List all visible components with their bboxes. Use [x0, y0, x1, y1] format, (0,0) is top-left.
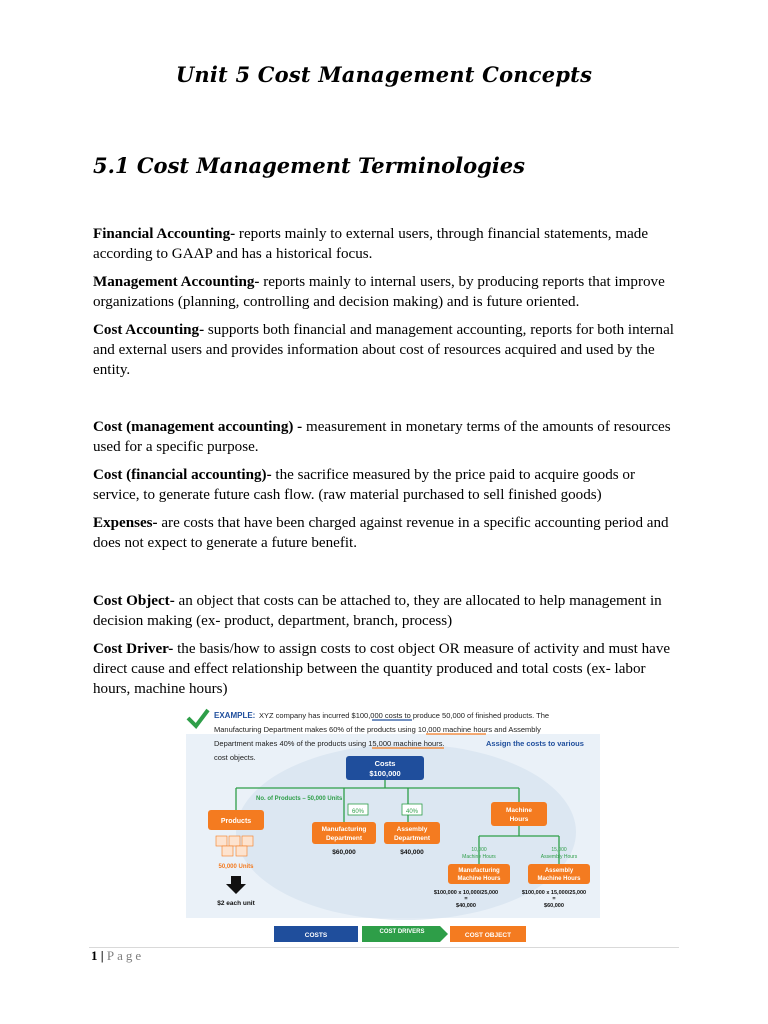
definition: reports mainly to internal users, by producing reports that improve organizations (planning, controlling and decision making) and is future oriented. — [93, 274, 665, 310]
example-label: EXAMPLE: — [214, 711, 256, 720]
page-footer — [91, 948, 144, 964]
term: Management Accounting- — [93, 274, 260, 290]
costs-box-amount: $100,000 — [369, 769, 401, 778]
paragraph-cost-management — [93, 417, 678, 457]
checkmark-icon — [188, 710, 208, 726]
calc-mfg-line-1: $100,000 x 10,000/25,000 — [433, 890, 499, 896]
asm-dept-line-2: Department — [393, 835, 431, 842]
paragraph-management-accounting — [93, 272, 678, 312]
example-line-5: cost objects. — [214, 753, 256, 762]
section-title: 5.1 Cost Management Terminologies — [93, 153, 525, 178]
units-line: No. of Products – 50,000 Units — [256, 796, 343, 802]
term: Cost (financial accounting)- — [93, 467, 272, 483]
definition: are costs that have been charged against revenue in a specific accounting period and does not expect to generate a future benefit. — [93, 515, 669, 551]
definition: reports mainly to external users, through financial statements, made according to GAAP and has a historical focus. — [93, 226, 649, 262]
legend-costs: COSTS — [304, 932, 328, 939]
mh-10k-line-1: 10,000 — [471, 847, 487, 853]
calc-asm-line-3: $60,000 — [544, 903, 564, 909]
example-line-1: XYZ company has incurred $100,000 costs to produce 50,000 of finished products. The — [259, 711, 550, 720]
asm-dept-line-1: Assembly — [396, 826, 428, 833]
legend-drivers: COST DRIVERS — [379, 929, 425, 935]
calc-mfg-line-3: $40,000 — [456, 903, 476, 909]
calc-asm-line-1: $100,000 x 15,000/25,000 — [521, 890, 587, 896]
example-line-4: Assign the costs to various — [486, 739, 584, 748]
pct-40: 40% — [405, 809, 419, 815]
calc-mfg-line-2: = — [464, 896, 468, 902]
definition: the sacrifice measured by the price paid to acquire goods or service, to generate future cash flow. (raw material purchased to sell finished goods) — [93, 467, 635, 503]
definition: supports both financial and management accounting, reports for both internal and external users and provides information about cost of resources acquired and used by the entity. — [93, 322, 674, 378]
mfg-mh-line-2: Machine Hours — [457, 876, 501, 882]
mfg-mh-line-1: Manufacturing — [458, 868, 500, 874]
term: Cost Accounting- — [93, 322, 205, 338]
paragraph-cost-object — [93, 591, 678, 631]
page-label: Page — [106, 948, 145, 963]
mfg-dept-line-2: Department — [325, 835, 363, 842]
document-title: Unit 5 Cost Management Concepts — [175, 62, 593, 87]
asm-mh-line-2: Machine Hours — [537, 876, 581, 882]
example-line-3: Department makes 40% of the products using 15,000 machine hours. — [214, 739, 445, 748]
term: Cost (management accounting) - — [93, 419, 303, 435]
calc-asm-line-2: = — [552, 896, 556, 902]
definition: an object that costs can be attached to, they are allocated to help management in decision making (ex- product, department, branch, process) — [93, 593, 662, 629]
term: Expenses- — [93, 515, 158, 531]
paragraph-cost-financial — [93, 465, 678, 505]
paragraph-cost-driver — [93, 639, 678, 699]
paragraph-expenses — [93, 513, 678, 553]
products-box-label: Products — [220, 818, 252, 825]
per-unit-label: $2 each unit — [217, 900, 255, 907]
term: Cost Driver- — [93, 641, 174, 657]
footer-divider — [89, 947, 679, 948]
term: Cost Object- — [93, 593, 175, 609]
definition: measurement in monetary terms of the amounts of resources used for a specific purpose. — [93, 419, 671, 455]
term: Financial Accounting- — [93, 226, 236, 242]
asm-amount: $40,000 — [400, 849, 424, 856]
mh-15k-line-2: Assembly Hours — [540, 854, 578, 860]
asm-mh-line-1: Assembly — [544, 868, 574, 874]
example-line-2: Manufacturing Department makes 60% of the products using 10,000 machine hours and Assembly — [214, 725, 541, 734]
machine-hours-line-2: Hours — [509, 816, 529, 823]
page-number: 1 — [91, 948, 98, 963]
pct-60: 60% — [351, 809, 365, 815]
mh-10k-line-2: Machine Hours — [462, 854, 496, 860]
costs-box-label: Costs — [374, 759, 396, 768]
units-label: 50,000 Units — [218, 864, 254, 870]
legend-object: COST OBJECT — [464, 932, 512, 939]
footer-separator: | — [100, 948, 104, 963]
mfg-amount: $60,000 — [332, 849, 356, 856]
mh-15k-line-1: 15,000 — [551, 847, 567, 853]
paragraph-financial-accounting — [93, 224, 678, 264]
machine-hours-line-1: Machine — [505, 807, 533, 814]
mfg-dept-line-1: Manufacturing — [321, 826, 367, 833]
definition: the basis/how to assign costs to cost object OR measure of activity and must have direct cause and effect relationship between the quantity produced and total costs (ex- labor hours, machine hours) — [93, 641, 671, 697]
paragraph-cost-accounting — [93, 320, 678, 380]
cost-allocation-figure — [186, 704, 600, 948]
